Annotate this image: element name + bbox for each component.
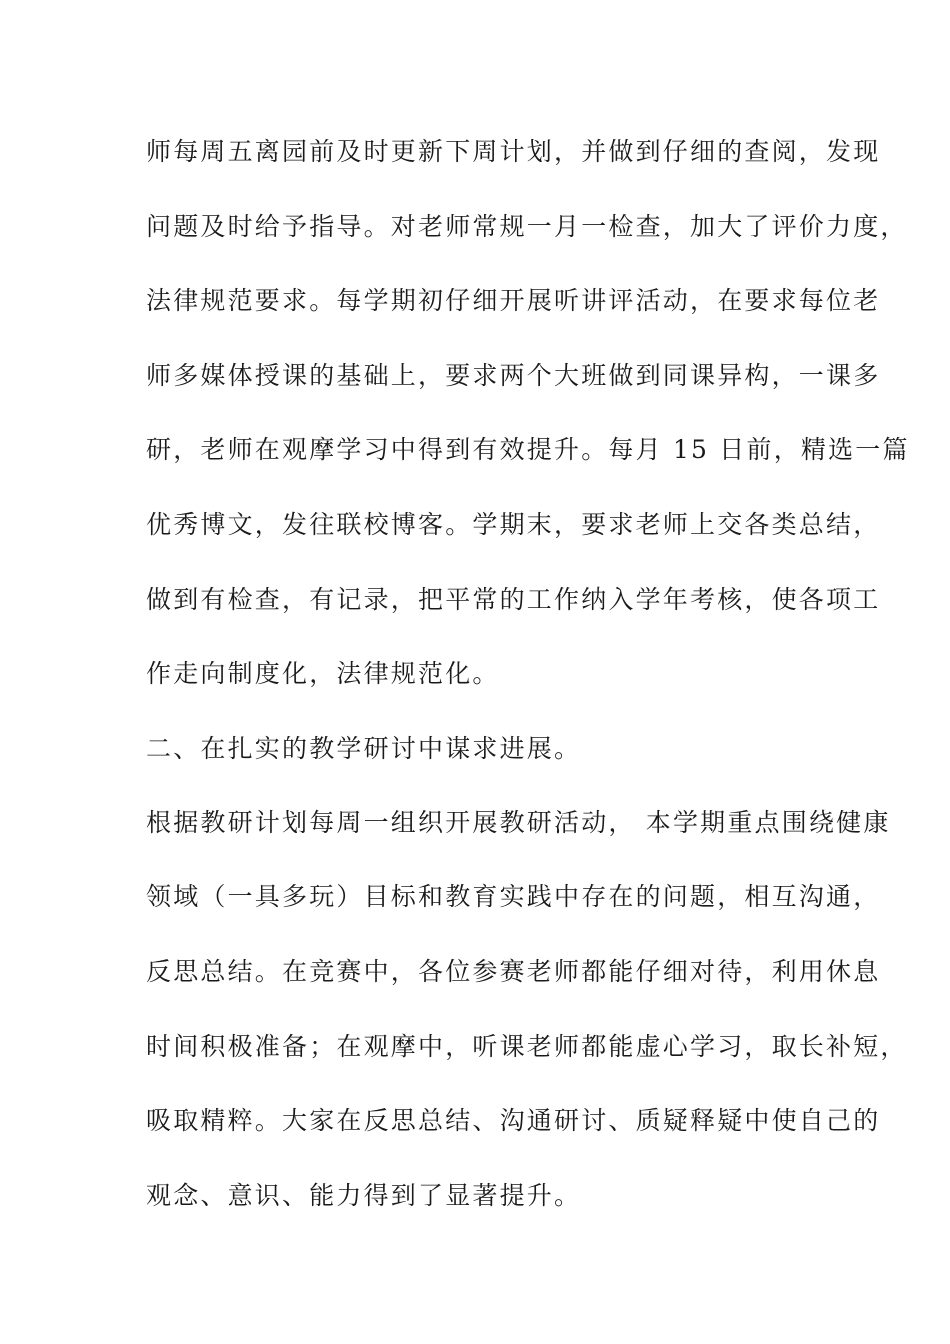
text-line: 作走向制度化，法律规范化。 [146,659,500,688]
text-line: 法律规范要求。每学期初仔细开展听讲评活动，在要求每位老 [146,286,881,315]
text-line: 问题及时给予指导。对老师常规一月一检查，加大了评价力度， [146,212,908,241]
text-line: 师多媒体授课的基础上，要求两个大班做到同课异构，一课多 [146,361,881,390]
text-line: 师每周五离园前及时更新下周计划，并做到仔细的查阅，发现 [146,137,881,166]
text-line: 观念、意识、能力得到了显著提升。 [146,1181,582,1210]
section-heading: 二、在扎实的教学研讨中谋求进展。 [146,734,582,763]
text-line: 反思总结。在竞赛中，各位参赛老师都能仔细对待，利用休息 [146,957,881,986]
text-line: 领域（一具多玩）目标和教育实践中存在的问题，相互沟通， [146,882,881,911]
text-line: 根据教研计划每周一组织开展教研活动， 本学期重点围绕健康 [146,808,891,837]
text-line: 研，老师在观摩学习中得到有效提升。每月 15 日前，精选一篇 [146,435,910,464]
text-line: 时间积极准备；在观摩中，听课老师都能虚心学习，取长补短， [146,1032,908,1061]
text-line: 做到有检查，有记录，把平常的工作纳入学年考核，使各项工 [146,585,881,614]
text-line: 优秀博文，发往联校博客。学期末，要求老师上交各类总结， [146,510,881,539]
text-line: 吸取精粹。大家在反思总结、沟通研讨、质疑释疑中使自己的 [146,1106,881,1135]
